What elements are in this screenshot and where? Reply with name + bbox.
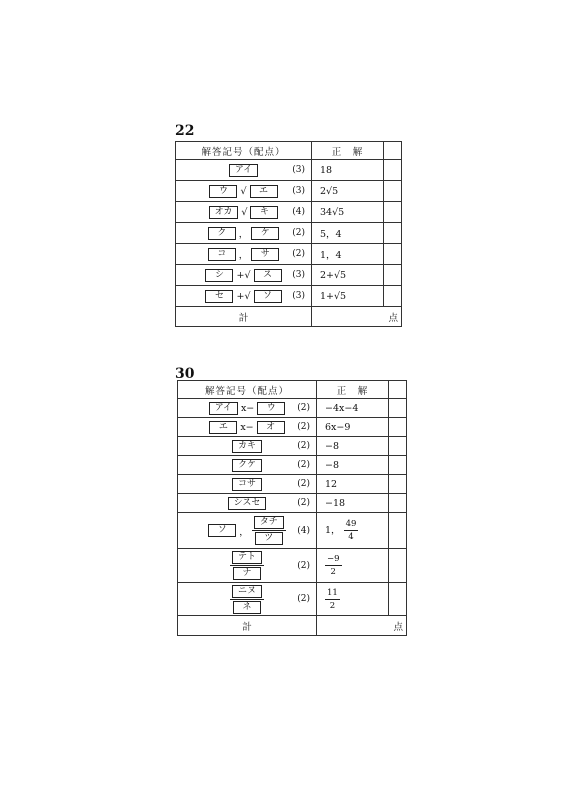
operator: +√ [236, 269, 251, 281]
answer-code-cell [178, 475, 317, 494]
answer-table-30 [177, 380, 407, 636]
points: (2) [297, 479, 310, 489]
score-cell [384, 265, 402, 286]
points: (2) [297, 498, 310, 508]
answer-box: コ [208, 248, 236, 261]
correct-answer: 18 [312, 160, 384, 181]
answer-code-cell [178, 494, 317, 513]
points: (2) [297, 403, 310, 413]
score-cell [384, 142, 402, 160]
header-answer: 正 解 [312, 142, 384, 160]
score-cell [389, 475, 407, 494]
points: (4) [292, 207, 305, 217]
points: (2) [297, 441, 310, 451]
score-cell [384, 244, 402, 265]
score-cell [384, 160, 402, 181]
operator: x− [240, 402, 255, 414]
score-cell [384, 181, 402, 202]
score-cell [389, 437, 407, 456]
points: (4) [297, 525, 310, 536]
answer-box: ウ [209, 185, 237, 198]
score-cell [389, 456, 407, 475]
answer-box: ソ [254, 290, 282, 303]
operator: +√ [236, 290, 251, 302]
score-mark: 点 [389, 616, 407, 636]
separator: ， [239, 526, 249, 538]
section-number: 22 [175, 123, 195, 139]
answer-box: ケ [251, 227, 279, 240]
answer-code-cell [176, 286, 312, 307]
points: (3) [292, 186, 305, 196]
answer-denominator: 4 [348, 532, 354, 542]
operator: √ [241, 206, 248, 218]
correct-answer: −4x−4 [317, 399, 389, 418]
answer-box: ソ [208, 524, 236, 537]
correct-answer: 6x−9 [317, 418, 389, 437]
fraction [230, 585, 264, 614]
score-mark: 点 [384, 307, 402, 327]
answer-code-cell [178, 418, 317, 437]
answer-box: ス [254, 269, 282, 282]
answer-fraction [344, 519, 359, 542]
answer-code-cell [178, 583, 317, 616]
correct-answer: 1，4 [312, 244, 384, 265]
answer-box: セ [205, 290, 233, 303]
points: (3) [292, 165, 305, 175]
answer-code-cell [176, 244, 312, 265]
answer-code-cell [178, 437, 317, 456]
points: (2) [297, 422, 310, 432]
score-cell [384, 202, 402, 223]
correct-answer [317, 513, 389, 549]
points: (2) [297, 560, 310, 571]
answer-box: カキ [232, 440, 262, 453]
answer-code-cell [176, 202, 312, 223]
score-cell [384, 286, 402, 307]
fraction [252, 516, 286, 545]
answer-box: ツ [255, 532, 283, 545]
points: (3) [292, 291, 305, 301]
answer-box: ナ [233, 567, 261, 580]
answer-box: クケ [232, 459, 262, 472]
score-cell [389, 494, 407, 513]
answer-fraction [325, 588, 340, 611]
points: (2) [297, 594, 310, 604]
answer-code-cell [178, 399, 317, 418]
points: (3) [292, 270, 305, 280]
answer-code-cell [178, 513, 317, 549]
answer-prefix: 1， [325, 525, 341, 536]
answer-box: アイ [209, 402, 238, 415]
answer-box: テト [232, 551, 262, 564]
answer-box: シスセ [228, 497, 267, 510]
answer-numerator: 11 [327, 587, 338, 598]
answer-box: ウ [257, 402, 285, 415]
answer-code-cell [176, 160, 312, 181]
points: (2) [297, 460, 310, 470]
score-cell [389, 513, 407, 549]
score-cell [389, 381, 407, 399]
answer-denominator: 2 [329, 600, 336, 611]
score-cell [389, 399, 407, 418]
correct-answer [317, 549, 389, 583]
answer-box: タチ [254, 516, 284, 529]
score-cell [389, 549, 407, 583]
answer-denominator: 2 [330, 567, 336, 577]
correct-answer [317, 583, 389, 616]
answer-numerator: 49 [345, 519, 357, 529]
header-code: 解答記号（配点） [178, 381, 317, 399]
correct-answer: 12 [317, 475, 389, 494]
answer-box: ネ [233, 601, 261, 614]
correct-answer: 2√5 [312, 181, 384, 202]
answer-box: オカ [209, 206, 239, 219]
header-code: 解答記号（配点） [176, 142, 312, 160]
total-label: 計 [176, 307, 312, 327]
answer-code-cell [176, 181, 312, 202]
score-cell [389, 418, 407, 437]
correct-answer: 2+√5 [312, 265, 384, 286]
total-label: 計 [178, 616, 317, 636]
total-blank [312, 307, 384, 327]
answer-numerator: −9 [327, 554, 340, 564]
answer-box: コサ [232, 478, 262, 491]
separator: ， [238, 250, 249, 261]
fraction [230, 551, 264, 580]
answer-box: エ [250, 185, 278, 198]
total-blank [317, 616, 389, 636]
answer-box: オ [257, 421, 285, 434]
answer-box: アイ [229, 164, 258, 177]
correct-answer: −18 [317, 494, 389, 513]
points: (2) [292, 228, 305, 238]
answer-code-cell [178, 549, 317, 583]
answer-box: シ [205, 269, 233, 282]
score-cell [389, 583, 407, 616]
answer-code-cell [178, 456, 317, 475]
correct-answer: 5，4 [312, 223, 384, 244]
answer-table-22 [175, 141, 402, 327]
answer-box: エ [209, 421, 237, 434]
correct-answer: −8 [317, 456, 389, 475]
answer-fraction [325, 554, 342, 577]
answer-box: ニヌ [232, 585, 262, 598]
correct-answer: 34√5 [312, 202, 384, 223]
answer-code-cell [176, 223, 312, 244]
answer-box: キ [250, 206, 278, 219]
answer-code-cell [176, 265, 312, 286]
correct-answer: 1+√5 [312, 286, 384, 307]
score-cell [384, 223, 402, 244]
header-answer: 正 解 [317, 381, 389, 399]
operator: x− [240, 421, 254, 433]
section-number: 30 [175, 366, 195, 382]
separator: ， [238, 229, 249, 240]
correct-answer: −8 [317, 437, 389, 456]
points: (2) [292, 249, 305, 259]
answer-box: サ [251, 248, 279, 261]
operator: √ [240, 185, 247, 197]
answer-box: ク [208, 227, 236, 240]
